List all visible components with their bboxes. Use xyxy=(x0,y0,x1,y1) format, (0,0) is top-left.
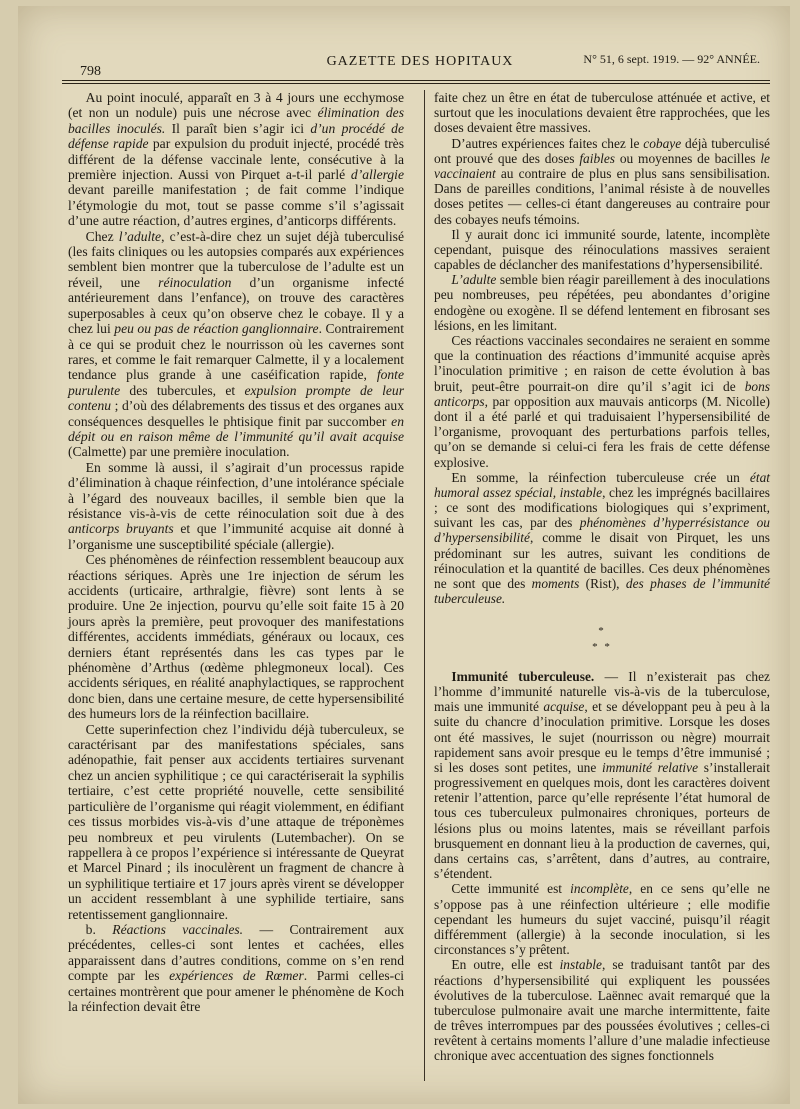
right-column-paragraph xyxy=(434,272,770,333)
page-number: 798 xyxy=(80,64,101,79)
text-run: En somme, la réinfection tuberculeuse crée un xyxy=(451,469,750,485)
left-column-paragraph xyxy=(68,229,404,460)
text-run: b. xyxy=(85,921,113,937)
text-run: Ces phénomènes de réinfection ressemblent beaucoup aux réactions sériques. Après une 1re injection de sérum les accidents (urticaire, arthralgie, fièvre) sont lents à se produire. Une 2e injection, pourvu qu’elle soit faite 15 à 20 jours après la première, peut provoquer des manifestations différentes, accidents immédiats, généraux ou locaux, ces derniers étant représentés dans les cas types par le phénomène d’Arthus (œdème phlegmoneux local). Ces accidents sériques, en réalité anaphylactiques, se rapprochent donc bien, dans une certaine mesure, de cette hypersensibilité des humeurs lors de la réinfection bacillaire. xyxy=(68,552,404,722)
text-run: moments xyxy=(531,576,580,591)
text-run: au contraire de plus en plus sans sensibilisation. Dans de pareilles conditions, l’animal résiste à de nouvelles doses petites — celles-ci étant dangereuses au contraire pour des cobayes neufs témoins. xyxy=(434,165,770,227)
text-run: L’adulte xyxy=(451,272,497,288)
text-run: expulsion prompte de leur contenu xyxy=(68,382,404,414)
text-run: (Calmette) par une première inoculation. xyxy=(68,444,290,460)
text-run: devant pareille manifestation ; de fait comme l’indique l’étymologie du mot, tout se passe comme s’il s’agissait d’une autre réaction, d’autres ergines, d’anticorps différents. xyxy=(68,182,404,229)
header-rule-top xyxy=(62,80,770,81)
text-run: Réactions vaccinales. xyxy=(112,921,244,937)
text-run: acquise xyxy=(543,699,585,715)
text-run: — Contrairement aux précédentes, celles-ci sont lentes et cachées, elles apparaissent dans d’autres conditions, comme on s’en rend compte par les xyxy=(68,921,405,984)
text-run: phénomènes d’hyperrésistance ou d’hypersensibilité xyxy=(434,515,770,546)
text-run: Cette superinfection chez l’individu déjà tuberculeux, se caractérisant par des manifestations spéciales, sans adénopathie, fait penser aux accidents tertiaires survenant chez un ancien syphilitique ; ce qui caractériserait la syphilis tertiaire, c’est cette propriété nouvelle, cette sensibilité particulière de l’organisme qui réagit violemment, en édifiant ces tissus morbides vis-à-vis d’une attaque de tréponèmes peu nombreux et peu virulents (Lutembacher). On se rappellera à ce propos l’expérience si intéressante de Queyrat et Marcel Pinard ; ils inoculèrent un fragment de chancre à un syphilitique tertiaire et 17 jours après virent se développer un accident ressemblant à une syphilide tertiaire, sans retentissement ganglionnaire. xyxy=(68,721,404,922)
text-run: . Contrairement à ce qui se produit chez le nourrisson où les cavernes sont rares, et comme le fait remarquer Calmette, il y a localement tendance plus grande à une caséification rapide, xyxy=(68,321,404,383)
header-rule-bottom xyxy=(62,83,770,84)
text-run: élimination des bacilles inoculés. xyxy=(68,105,404,136)
text-run: bons anticorps xyxy=(434,378,770,409)
page-header xyxy=(80,52,760,79)
text-run: instable xyxy=(559,957,602,973)
text-run: , chez les imprégnés bacillaires ; ce sont des modifications biologiques qui s’expriment, suivant les cas, par des xyxy=(434,484,770,531)
text-run: faibles xyxy=(579,150,616,166)
text-run: peu ou pas de réaction ganglionnaire xyxy=(114,321,319,337)
right-column-paragraph xyxy=(434,136,770,227)
text-run: Au point inoculé, apparaît en 3 à 4 jours une ecchymose (et non un nodule) puis une nécrose avec xyxy=(68,90,404,121)
text-run: en dépit ou en raison même de l’immunité qu’il avait acquise xyxy=(68,413,404,444)
text-run: expériences de Rœmer xyxy=(169,968,304,984)
text-run: incomplète xyxy=(570,881,629,897)
text-run: fonte purulente xyxy=(68,367,404,398)
text-run: anticorps bruyants xyxy=(68,521,174,537)
text-run: état humoral assez spécial, instable xyxy=(434,469,770,500)
text-run: Cette immunité est xyxy=(451,881,571,897)
text-run: s’installerait progressivement en quelques mois, dont les caractères doivent retenir l’attention, parce qu’elle représente l’état humoral de tous ces tuberculeux pulmonaires chroniques, porteurs de lésions plus ou moins latentes, mais se réveillant parfois brusquement en donnant lieu à la production de cavernes, qui, dans certains cas, s’arrêtent, dans d’autres, au contraire, s’étendent. xyxy=(434,759,770,882)
text-run: Immunité tuberculeuse. xyxy=(451,668,595,684)
left-column-paragraph xyxy=(68,922,404,1014)
right-column-paragraph xyxy=(434,333,770,470)
text-run: En outre, elle est xyxy=(451,957,560,973)
text-run: . Parmi celles-ci certaines montrèrent que pour amener le phénomène de Koch la réinfection devait être xyxy=(68,968,405,1014)
text-run: * * * xyxy=(592,625,612,653)
text-run: , et se développant peu à peu à la suite du chancre d’inoculation primitive. Lorsque les doses ont été massives, le sujet (nourrisson ou nègre) mourrait rapidement sans avoir presque eu le temps d’être immunisé ; si les doses sont petites, une xyxy=(434,699,771,775)
right-column xyxy=(434,90,770,1064)
text-run: Il paraît bien s’agir ici xyxy=(165,120,311,136)
text-run: des tubercules, et xyxy=(120,382,245,398)
text-run: , comme le disait von Pirquet, les uns prédominant sur les autres, suivant les conditions de réinoculation et la quantité de bacilles. Ces deux phénomènes ne sont que des xyxy=(434,530,770,591)
text-run: l’adulte xyxy=(118,228,162,244)
text-run: Ces réactions vaccinales secondaires ne seraient en somme que la continuation des réactions d’immunité acquise après l’inoculation primitive ; en raison de cette évolution à bas bruit, peut-être pourrait-on dire qu’il s’agit ici de xyxy=(434,333,770,394)
text-run: Chez xyxy=(85,228,119,244)
issue-info: N° 51, 6 sept. 1919. — 92° ANNÉE. xyxy=(583,52,760,66)
left-column xyxy=(68,90,404,1014)
text-run: le vaccinaient xyxy=(434,150,770,181)
text-run: d’un procédé de défense rapide xyxy=(68,120,404,152)
right-column-paragraph xyxy=(434,957,770,1063)
text-run: , c’est-à-dire chez un sujet déjà tuberculisé (les faits cliniques ou les autopsies comparés aux expériences semblent bien montrer que la tuberculose de l’adulte est un réveil, une xyxy=(68,228,404,290)
journal-title: GAZETTE DES HOPITAUX xyxy=(326,54,514,69)
text-run: faite chez un être en état de tuberculose atténuée et active, et surtout que les inoculations devaient être rapprochées, que les doses devaient être massives. xyxy=(434,90,770,136)
text-run: , par opposition aux mauvais anticorps (M. Nicolle) dont il a été parlé et qui traduisaient l’hypersensibilité de l’organisme, provoquant des perturbations parfois telles, qu’on se demande si celui-ci fera les frais de cette défense explosive. xyxy=(434,393,770,470)
right-column-paragraph xyxy=(434,227,770,273)
left-column-paragraph xyxy=(68,90,404,229)
right-column-paragraph xyxy=(434,90,770,136)
right-column-paragraph xyxy=(434,669,770,882)
text-run: d’allergie xyxy=(350,167,404,183)
text-run: — Il n’existerait pas chez l’homme d’immunité naturelle vis-à-vis de la tuberculose, mais une immunité xyxy=(434,668,770,715)
text-run: (Rist), xyxy=(579,576,626,591)
text-run: En somme là aussi, il s’agirait d’un processus rapide d’élimination à chaque réinfection, d’une intolérance spéciale à l’égard des nouveaux bacilles, il semble bien que la résistance vis-à-vis de cette réinoculation soit due à des xyxy=(68,459,404,521)
text-run: semble bien réagir pareillement à des inoculations peu nombreuses, peu répétées, peu abondantes d’origine endogène ou exogène. Il se défend lentement en fibrosant ses lésions, en les limitant. xyxy=(434,272,770,333)
text-run: et que l’immunité acquise ait donné à l’organisme une susceptibilité spéciale (allergie). xyxy=(68,521,404,552)
right-column-paragraph xyxy=(434,470,770,607)
text-run: ; d’où des délabrements des tissus et des organes aux conséquences desquelles le phtisique finit par succomber xyxy=(68,398,404,429)
column-divider xyxy=(424,90,425,1081)
text-run: , se traduisant tantôt par des réactions d’hypersensibilité qui expliquent les poussées évolutives de la tuberculose. Laënnec avait remarqué que la tuberculose pulmonaire avait une marche intermittente, faite de trêves interrompues par des poussées évolutives ; celles-ci revêtent à certains moments l’allure d’une maladie infectieuse chronique avec accentuation des signes fonctionnels xyxy=(434,957,770,1064)
left-column-paragraph xyxy=(68,460,404,552)
text-run: , en ce sens qu’elle ne s’oppose pas à une réinfection ultérieure ; elle modifie cependant les humeurs du sujet vacciné, puisqu’il réagit différemment (allergie) à la seconde inoculation, si les circonstances s’y prêtent. xyxy=(434,881,770,958)
text-run: déjà tuberculisé ont prouvé que des doses xyxy=(434,135,770,166)
right-column-paragraph xyxy=(434,624,770,654)
text-run: réinoculation xyxy=(158,274,232,290)
text-run: Il y aurait donc ici immunité sourde, latente, incomplète cependant, puisque des réinoculations massives seraient capables de déclancher des manifestations d’hypersensibilité. xyxy=(434,226,770,273)
text-run: ou moyennes de bacilles xyxy=(615,150,761,166)
right-column-paragraph xyxy=(434,881,770,957)
text-run: par expulsion du produit injecté, procédé très différent de la défense vaccinale lente, consécutive à la première injection. Aussi von Pirquet a-t-il parlé xyxy=(68,136,404,183)
text-run: D’autres expériences faites chez le xyxy=(451,135,644,151)
text-run: cobaye xyxy=(643,135,682,151)
left-column-paragraph xyxy=(68,552,404,721)
left-column-paragraph xyxy=(68,722,404,922)
text-run: d’un organisme infecté antérieurement dans l’enfance), on trouve des caractères superposables à ceux qu’on observe chez le cobaye. Il y a chez lui xyxy=(68,274,404,337)
text-run: immunité relative xyxy=(602,759,699,775)
text-run: des phases de l’immunité tuberculeuse. xyxy=(434,576,771,607)
